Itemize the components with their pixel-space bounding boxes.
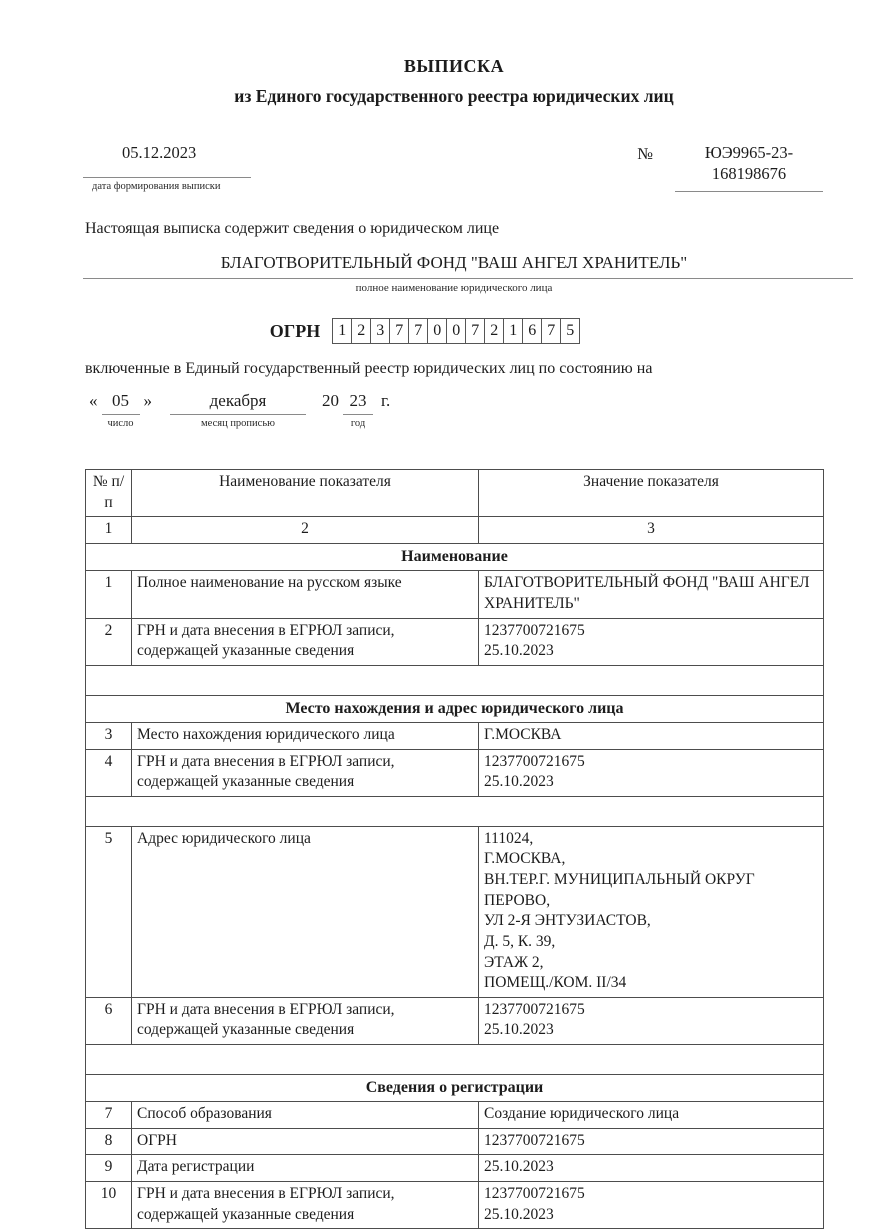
row-number: 2 (86, 618, 132, 665)
table-row (86, 1155, 824, 1182)
value-line: 25.10.2023 (484, 1158, 554, 1176)
document-content (85, 56, 823, 1229)
spacer-cell (86, 796, 824, 826)
section-row (86, 544, 824, 571)
indicator-name: Место нахождения юридического лица (132, 723, 479, 750)
row-number: 4 (86, 749, 132, 796)
table-row (86, 997, 824, 1044)
extract-number (675, 143, 823, 192)
company-name-rule (83, 278, 853, 279)
spacer-row (86, 665, 824, 695)
indicator-name: ОГРН (132, 1128, 479, 1155)
quote-close: » (143, 391, 152, 411)
value-line: ПОМЕЩ./КОМ. II/34 (484, 974, 627, 992)
ogrn-digit-box: 7 (408, 318, 428, 344)
egrul-table-body (86, 470, 824, 1229)
col-number-3: 3 (479, 517, 824, 544)
value-line: ВН.ТЕР.Г. МУНИЦИПАЛЬНЫЙ ОКРУГ ПЕРОВО, (484, 871, 755, 909)
document-subtitle: из Единого государственного реестра юридических лиц (234, 86, 674, 106)
table-row (86, 1182, 824, 1229)
egrul-table (85, 469, 824, 1229)
section-row (86, 695, 824, 722)
month-field (170, 391, 306, 429)
row-number: 8 (86, 1128, 132, 1155)
col-number-1: 1 (86, 517, 132, 544)
extract-number-line1: ЮЭ9965-23- (704, 143, 794, 162)
year-label: год (350, 418, 366, 430)
indicator-value (479, 749, 824, 796)
indicator-name: ГРН и дата внесения в ЕГРЮЛ записи, содержащей указанные сведения (132, 997, 479, 1044)
ogrn-row (85, 318, 823, 344)
extract-number-line2: 168198676 (711, 163, 787, 183)
col-number-2: 2 (132, 517, 479, 544)
section-title: Сведения о регистрации (86, 1074, 824, 1101)
century-value: 20 (322, 391, 339, 411)
indicator-name: ГРН и дата внесения в ЕГРЮЛ записи, содержащей указанные сведения (132, 749, 479, 796)
extract-date-block (85, 143, 315, 192)
ogrn-label: ОГРН (269, 320, 321, 341)
quote-open: « (89, 391, 98, 411)
section-title: Наименование (86, 544, 824, 571)
year-field (343, 391, 373, 429)
indicator-value (479, 1182, 824, 1229)
indicator-value (479, 1128, 824, 1155)
header-cell-name: Наименование показателя (132, 470, 479, 517)
extract-date-label: дата формирования выписки (92, 181, 221, 192)
value-line: 1237700721675 (484, 621, 585, 639)
year-suffix: г. (381, 391, 391, 411)
table-row (86, 723, 824, 750)
indicator-value (479, 1102, 824, 1129)
table-row (86, 1128, 824, 1155)
ogrn-digit-box: 1 (332, 318, 352, 344)
value-line: Г.МОСКВА, (484, 850, 566, 868)
indicator-name: ГРН и дата внесения в ЕГРЮЛ записи, содержащей указанные сведения (132, 618, 479, 665)
as-of-date-row (85, 391, 823, 429)
indicator-name: Адрес юридического лица (132, 826, 479, 997)
spacer-cell (86, 665, 824, 695)
table-row (86, 571, 824, 618)
table-row (86, 826, 824, 997)
value-line: УЛ 2-Я ЭНТУЗИАСТОВ, (484, 912, 651, 930)
indicator-value (479, 1155, 824, 1182)
value-line: 25.10.2023 (484, 773, 554, 791)
table-row (86, 749, 824, 796)
extract-number-block (637, 143, 823, 192)
meta-row (85, 143, 823, 192)
year-value: 23 (343, 391, 373, 415)
day-label: число (107, 418, 134, 430)
section-title: Место нахождения и адрес юридического лица (86, 695, 824, 722)
header-cell-value: Значение показателя (479, 470, 824, 517)
company-name-label: полное наименование юридического лица (355, 282, 553, 295)
document-title: ВЫПИСКА (403, 56, 505, 76)
ogrn-digit-box: 7 (541, 318, 561, 344)
day-field (102, 391, 140, 429)
month-value: декабря (170, 391, 306, 415)
indicator-name: Способ образования (132, 1102, 479, 1129)
value-line: 25.10.2023 (484, 1021, 554, 1039)
month-label: месяц прописью (201, 418, 275, 430)
section-row (86, 1074, 824, 1101)
row-number: 5 (86, 826, 132, 997)
row-number: 7 (86, 1102, 132, 1129)
value-line: Г.МОСКВА (484, 726, 562, 744)
row-number: 3 (86, 723, 132, 750)
header-cell-num: № п/п (86, 470, 132, 517)
spacer-row (86, 796, 824, 826)
intro-line: Настоящая выписка содержит сведения о юридическом лице (85, 220, 500, 238)
value-line: 1237700721675 (484, 1185, 585, 1203)
ogrn-digit-box: 3 (370, 318, 390, 344)
value-line: 25.10.2023 (484, 642, 554, 660)
ogrn-digit-box: 5 (560, 318, 580, 344)
ogrn-digit-boxes (333, 318, 580, 344)
value-line: 1237700721675 (484, 752, 585, 770)
ogrn-digit-box: 7 (465, 318, 485, 344)
value-line: Создание юридического лица (484, 1105, 680, 1123)
extract-date-value: 05.12.2023 (122, 143, 197, 162)
indicator-value (479, 618, 824, 665)
spacer-row (86, 1044, 824, 1074)
table-header-row (86, 470, 824, 517)
column-number-row (86, 517, 824, 544)
ogrn-digit-box: 2 (484, 318, 504, 344)
day-value: 05 (102, 391, 140, 415)
value-line: 25.10.2023 (484, 1205, 554, 1223)
ogrn-digit-box: 7 (389, 318, 409, 344)
ogrn-digit-box: 2 (351, 318, 371, 344)
value-line: ЭТАЖ 2, (484, 953, 544, 971)
value-line: 1237700721675 (484, 1000, 585, 1018)
indicator-value (479, 826, 824, 997)
value-line: 1237700721675 (484, 1131, 585, 1149)
value-line: Д. 5, К. 39, (484, 932, 556, 950)
company-name: БЛАГОТВОРИТЕЛЬНЫЙ ФОНД "ВАШ АНГЕЛ ХРАНИТЕЛЬ" (220, 253, 688, 273)
number-sign: № (637, 144, 653, 163)
row-number: 6 (86, 997, 132, 1044)
ogrn-digit-box: 0 (427, 318, 447, 344)
indicator-value (479, 571, 824, 618)
value-line: БЛАГОТВОРИТЕЛЬНЫЙ ФОНД "ВАШ АНГЕЛ ХРАНИТЕЛЬ" (484, 574, 810, 612)
indicator-name: Полное наименование на русском языке (132, 571, 479, 618)
spacer-cell (86, 1044, 824, 1074)
indicator-name: ГРН и дата внесения в ЕГРЮЛ записи, содержащей указанные сведения (132, 1182, 479, 1229)
as-of-line: включенные в Единый государственный реестр юридических лиц по состоянию на (85, 360, 653, 378)
ogrn-digit-box: 0 (446, 318, 466, 344)
table-row (86, 618, 824, 665)
row-number: 9 (86, 1155, 132, 1182)
indicator-value (479, 723, 824, 750)
indicator-value (479, 997, 824, 1044)
row-number: 1 (86, 571, 132, 618)
table-row (86, 1102, 824, 1129)
ogrn-digit-box: 1 (503, 318, 523, 344)
value-line: 111024, (484, 829, 534, 847)
row-number: 10 (86, 1182, 132, 1229)
indicator-name: Дата регистрации (132, 1155, 479, 1182)
ogrn-digit-box: 6 (522, 318, 542, 344)
